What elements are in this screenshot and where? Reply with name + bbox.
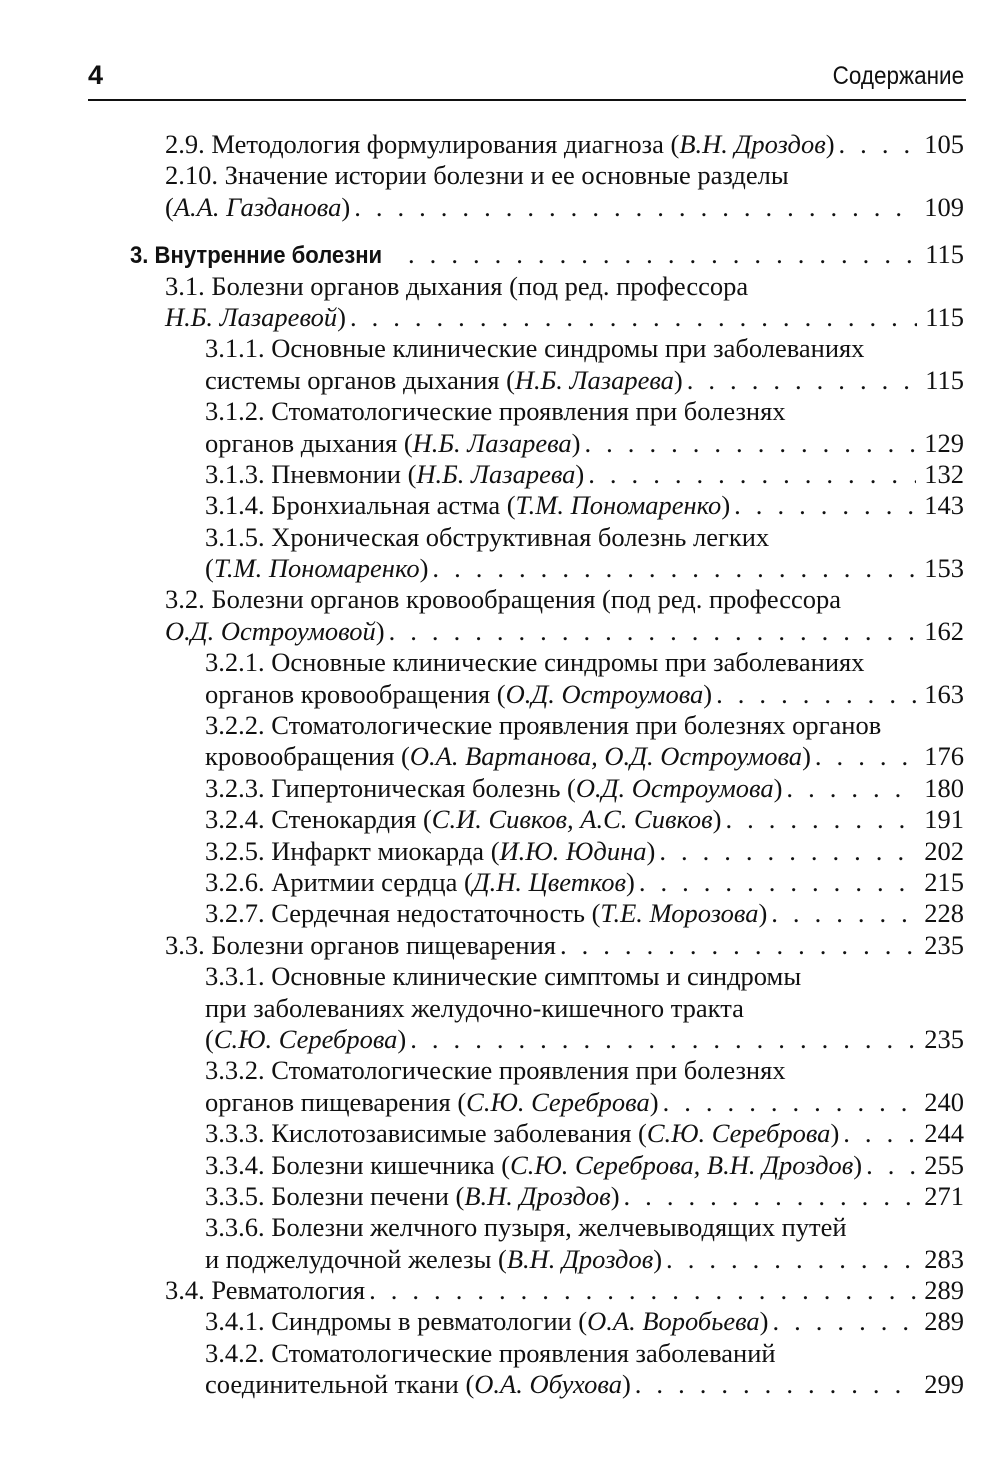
page-reference: 299 <box>924 1369 964 1400</box>
closing-paren: ) <box>571 427 581 458</box>
toc-entry-text <box>205 1306 768 1337</box>
page-reference: 129 <box>924 427 964 458</box>
entry-author: Т.М. Пономаренко <box>515 490 722 521</box>
dot-leader <box>365 1275 916 1306</box>
closing-paren: ) <box>575 458 585 489</box>
entry-author: Н.Б. Лазарева <box>416 458 576 489</box>
page-reference: 289 <box>924 1275 964 1306</box>
entry-title: 3.1.5. Хроническая обструктивная болезнь легких <box>205 521 770 552</box>
page-reference: 132 <box>924 458 964 489</box>
closing-paren: ) <box>825 129 835 159</box>
page-reference: 235 <box>924 929 964 960</box>
page-reference: 115 <box>925 364 964 395</box>
toc-line <box>0 1087 1000 1118</box>
page-reference: 115 <box>925 239 964 270</box>
toc-entry-text <box>205 1212 847 1242</box>
entry-title: 3.3.4. Болезни кишечника ( <box>205 1149 511 1180</box>
toc-entry-text <box>205 333 864 363</box>
toc-line <box>0 867 1000 898</box>
entry-title: 2.9. Методология формулирования диагноза ( <box>165 129 680 159</box>
entry-title: 3.3.3. Кислотозависимые заболевания ( <box>205 1118 647 1149</box>
entry-title: 3.2.7. Сердечная недостаточность ( <box>205 898 601 929</box>
toc-line <box>0 1024 1000 1055</box>
toc-line <box>0 1181 1000 1212</box>
closing-paren: ) <box>703 678 713 709</box>
toc-entry-text <box>205 1244 662 1275</box>
toc-entry-text <box>205 898 767 929</box>
entry-title: соединительной ткани ( <box>205 1369 475 1400</box>
dot-leader <box>768 1306 916 1337</box>
toc-entry-text <box>165 584 841 614</box>
page-reference: 283 <box>924 1243 964 1274</box>
entry-author: С.Ю. Сереброва <box>213 1023 398 1054</box>
entry-author: С.И. Сивков, А.С. Сивков <box>431 804 713 835</box>
closing-paren: ) <box>853 1149 863 1180</box>
page-reference: 162 <box>924 615 964 646</box>
page-reference: 244 <box>924 1118 964 1149</box>
toc-line <box>0 459 1000 490</box>
entry-title: 3.3.6. Болезни желчного пузыря, желчевыводящих путей <box>205 1212 847 1243</box>
page-reference: 105 <box>924 129 964 159</box>
entry-author: О.Д. Остроумова <box>575 772 774 803</box>
toc-entry-text <box>205 993 744 1023</box>
dot-leader <box>655 836 916 867</box>
closing-paren: ) <box>773 772 783 803</box>
dot-leader <box>721 804 916 835</box>
toc-line <box>0 365 1000 396</box>
toc-entry-text <box>205 867 635 898</box>
toc-line <box>0 836 1000 867</box>
toc-entry-text <box>205 1118 839 1149</box>
toc-entry-text <box>205 1369 631 1400</box>
entry-author: В.Н. Дроздов <box>506 1243 654 1274</box>
toc-entry-text <box>205 647 864 677</box>
toc-entry-text <box>165 129 835 160</box>
entry-author: Д.Н. Цветков <box>472 866 626 897</box>
page-reference: 202 <box>924 835 964 866</box>
toc-entry-text <box>205 428 581 459</box>
toc-line <box>0 679 1000 710</box>
dot-leader <box>428 553 916 584</box>
entry-title: органов дыхания ( <box>205 427 413 458</box>
toc-line <box>0 1275 1000 1306</box>
entry-author: В.Н. Дроздов <box>679 129 826 159</box>
entry-title: ( <box>205 553 214 584</box>
table-of-contents <box>0 129 1000 1401</box>
toc-line <box>0 1369 1000 1400</box>
toc-entry-text <box>205 679 712 710</box>
closing-paren: ) <box>712 804 722 835</box>
toc-line <box>0 553 1000 584</box>
entry-title: 3.4.1. Синдромы в ревматологии ( <box>205 1306 588 1337</box>
entry-title: 3.1. Болезни органов дыхания (под ред. профессора <box>165 270 749 301</box>
toc-line <box>0 1150 1000 1181</box>
dot-leader <box>556 930 916 961</box>
toc-line <box>0 898 1000 929</box>
page-number: 4 <box>88 60 104 90</box>
entry-title: 3.1.3. Пневмонии ( <box>205 458 417 489</box>
toc-line <box>0 1244 1000 1275</box>
toc-line <box>0 522 1000 553</box>
entry-title: при заболеваниях желудочно-кишечного тракта <box>205 992 744 1023</box>
entry-title: 2.10. Значение истории болезни и ее основные разделы <box>165 160 789 191</box>
toc-entry-text <box>205 1024 406 1055</box>
entry-title: 3.2. Болезни органов кровообращения (под ред. профессора <box>165 584 842 615</box>
toc-line <box>0 302 1000 333</box>
dot-leader <box>767 898 916 929</box>
closing-paren: ) <box>375 615 385 646</box>
entry-author: О.А. Обухова <box>474 1369 622 1400</box>
toc-line <box>0 490 1000 521</box>
closing-paren: ) <box>646 835 656 866</box>
toc-entry-text <box>165 192 350 223</box>
toc-line <box>0 1338 1000 1369</box>
entry-title: органов кровообращения ( <box>205 678 506 709</box>
toc-line <box>0 804 1000 835</box>
entry-title: системы органов дыхания ( <box>205 364 515 395</box>
page-reference: 235 <box>924 1023 964 1054</box>
entry-title: 3.1.4. Бронхиальная астма ( <box>205 490 516 521</box>
toc-line <box>0 993 1000 1024</box>
page-reference: 115 <box>925 301 964 332</box>
entry-author: О.Д. Остроумовой <box>165 615 376 646</box>
toc-line <box>0 1118 1000 1149</box>
toc-entry-text <box>165 271 748 301</box>
toc-entry-text <box>205 522 769 552</box>
dot-leader <box>835 129 917 160</box>
entry-title: 3.1.2. Стоматологические проявления при болезнях <box>205 396 786 427</box>
toc-line <box>0 616 1000 647</box>
page-reference: 176 <box>924 741 964 772</box>
toc-line <box>0 239 1000 270</box>
entry-author: А.А. Газданова <box>173 191 342 222</box>
dot-leader <box>631 1369 916 1400</box>
dot-leader <box>730 490 916 521</box>
closing-paren: ) <box>802 741 811 772</box>
toc-entry-text <box>205 1181 620 1212</box>
toc-entry-text <box>130 239 404 270</box>
page-reference: 240 <box>924 1086 964 1117</box>
entry-author: Н.Б. Лазарева <box>514 364 674 395</box>
toc-entry-text <box>165 1275 365 1306</box>
toc-entry-text <box>205 553 428 584</box>
entry-title: 3.2.5. Инфаркт миокарда ( <box>205 835 500 866</box>
entry-author: С.Ю. Сереброва <box>466 1086 650 1117</box>
section-title: 3. Внутренние болезни <box>130 242 383 270</box>
entry-title: ( <box>165 191 174 222</box>
toc-entry-text <box>205 396 786 426</box>
closing-paren: ) <box>721 490 731 521</box>
toc-line <box>0 961 1000 992</box>
toc-entry-text <box>205 710 881 740</box>
toc-line <box>0 584 1000 615</box>
closing-paren: ) <box>759 1306 769 1337</box>
entry-author: О.А. Вартанова, О.Д. Остроумова <box>409 741 803 772</box>
entry-author: Н.Б. Лазарева <box>412 427 572 458</box>
closing-paren: ) <box>621 1369 631 1400</box>
page-reference: 163 <box>924 678 964 709</box>
closing-paren: ) <box>653 1243 663 1274</box>
entry-author: В.Н. Дроздов <box>464 1180 611 1211</box>
closing-paren: ) <box>341 191 351 222</box>
toc-line <box>0 271 1000 302</box>
toc-line <box>0 930 1000 961</box>
closing-paren: ) <box>610 1180 620 1211</box>
toc-line <box>0 773 1000 804</box>
closing-paren: ) <box>626 866 635 897</box>
toc-line <box>0 192 1000 223</box>
entry-author: С.Ю. Сереброва, В.Н. Дроздов <box>510 1149 854 1180</box>
toc-line <box>0 1055 1000 1086</box>
page-reference: 289 <box>924 1306 964 1337</box>
dot-leader <box>839 1118 916 1149</box>
entry-title: и поджелудочной железы ( <box>205 1243 507 1274</box>
entry-author: Т.Е. Морозова <box>600 898 759 929</box>
toc-entry-text <box>205 1087 659 1118</box>
page-reference: 109 <box>924 191 964 222</box>
toc-line <box>0 1306 1000 1337</box>
entry-title: 3.3.2. Стоматологические проявления при болезнях <box>205 1055 786 1086</box>
dot-leader <box>406 1024 916 1055</box>
dot-leader <box>811 741 916 772</box>
entry-title: 3.1.1. Основные клинические синдромы при заболеваниях <box>205 333 865 364</box>
toc-entry-text <box>165 302 346 333</box>
closing-paren: ) <box>673 364 683 395</box>
toc-entry-text <box>205 741 811 772</box>
entry-title: 3.3.5. Болезни печени ( <box>205 1180 465 1211</box>
toc-line <box>0 647 1000 678</box>
closing-paren: ) <box>419 553 429 584</box>
page-reference: 271 <box>924 1180 964 1211</box>
closing-paren: ) <box>830 1118 840 1149</box>
toc-entry-text <box>165 930 556 961</box>
page-reference: 228 <box>924 898 964 929</box>
dot-leader <box>862 1150 916 1181</box>
entry-title: 3.4.2. Стоматологические проявления заболеваний <box>205 1337 776 1368</box>
toc-entry-text <box>205 365 683 396</box>
page-reference: 191 <box>924 804 964 835</box>
dot-leader <box>659 1087 917 1118</box>
entry-author: Н.Б. Лазаревой <box>165 301 338 332</box>
toc-line <box>0 333 1000 364</box>
toc-line <box>0 160 1000 191</box>
toc-line <box>0 396 1000 427</box>
toc-line <box>0 428 1000 459</box>
dot-leader <box>782 773 916 804</box>
closing-paren: ) <box>758 898 768 929</box>
entry-title: ( <box>205 1023 214 1054</box>
toc-entry-text <box>205 1338 776 1368</box>
dot-leader <box>385 616 917 647</box>
entry-author: Т.М. Пономаренко <box>213 553 420 584</box>
entry-author: И.Ю. Юдина <box>499 835 647 866</box>
entry-title: 3.3. Болезни органов пищеварения <box>165 929 556 960</box>
toc-entry-text <box>205 1150 862 1181</box>
entry-author: О.Д. Остроумова <box>505 678 704 709</box>
entry-title: 3.2.4. Стенокардия ( <box>205 804 432 835</box>
page-reference: 180 <box>924 772 964 803</box>
toc-entry-text <box>205 804 721 835</box>
toc-line <box>0 129 1000 160</box>
entry-author: О.А. Воробьева <box>587 1306 760 1337</box>
toc-entry-text <box>205 773 782 804</box>
entry-title: 3.2.3. Гипертоническая болезнь ( <box>205 772 576 803</box>
closing-paren: ) <box>649 1086 659 1117</box>
entry-title: 3.2.6. Аритмии сердца ( <box>205 866 473 897</box>
dot-leader <box>404 239 917 270</box>
closing-paren: ) <box>337 301 346 332</box>
entry-title: 3.2.1. Основные клинические синдромы при заболеваниях <box>205 647 865 678</box>
dot-leader <box>635 867 916 898</box>
dot-leader <box>584 459 916 490</box>
toc-line <box>0 1212 1000 1243</box>
toc-entry-text <box>165 616 385 647</box>
entry-title: 3.4. Ревматология <box>165 1275 366 1306</box>
dot-leader <box>683 365 917 396</box>
page-reference: 255 <box>924 1149 964 1180</box>
running-head: Содержание <box>832 62 964 90</box>
dot-leader <box>662 1244 916 1275</box>
page-reference: 215 <box>924 866 964 897</box>
dot-leader <box>620 1181 917 1212</box>
toc-entry-text <box>205 490 730 521</box>
entry-title: 3.3.1. Основные клинические симптомы и синдромы <box>205 961 802 992</box>
toc-entry-text <box>165 160 789 190</box>
toc-line <box>0 710 1000 741</box>
toc-entry-text <box>205 1055 786 1085</box>
dot-leader <box>581 428 917 459</box>
closing-paren: ) <box>397 1023 407 1054</box>
dot-leader <box>346 302 917 333</box>
dot-leader <box>350 192 916 223</box>
toc-entry-text <box>205 961 801 991</box>
entry-author: С.Ю. Сереброва <box>646 1118 831 1149</box>
toc-line <box>0 741 1000 772</box>
dot-leader <box>712 679 916 710</box>
entry-title: кровообращения ( <box>205 741 410 772</box>
header-rule <box>88 99 966 101</box>
toc-entry-text <box>205 836 655 867</box>
page-reference: 143 <box>924 490 964 521</box>
entry-title: 3.2.2. Стоматологические проявления при болезнях органов <box>205 710 882 741</box>
page-reference: 153 <box>924 553 964 584</box>
entry-title: органов пищеварения ( <box>205 1086 467 1117</box>
toc-entry-text <box>205 459 584 490</box>
